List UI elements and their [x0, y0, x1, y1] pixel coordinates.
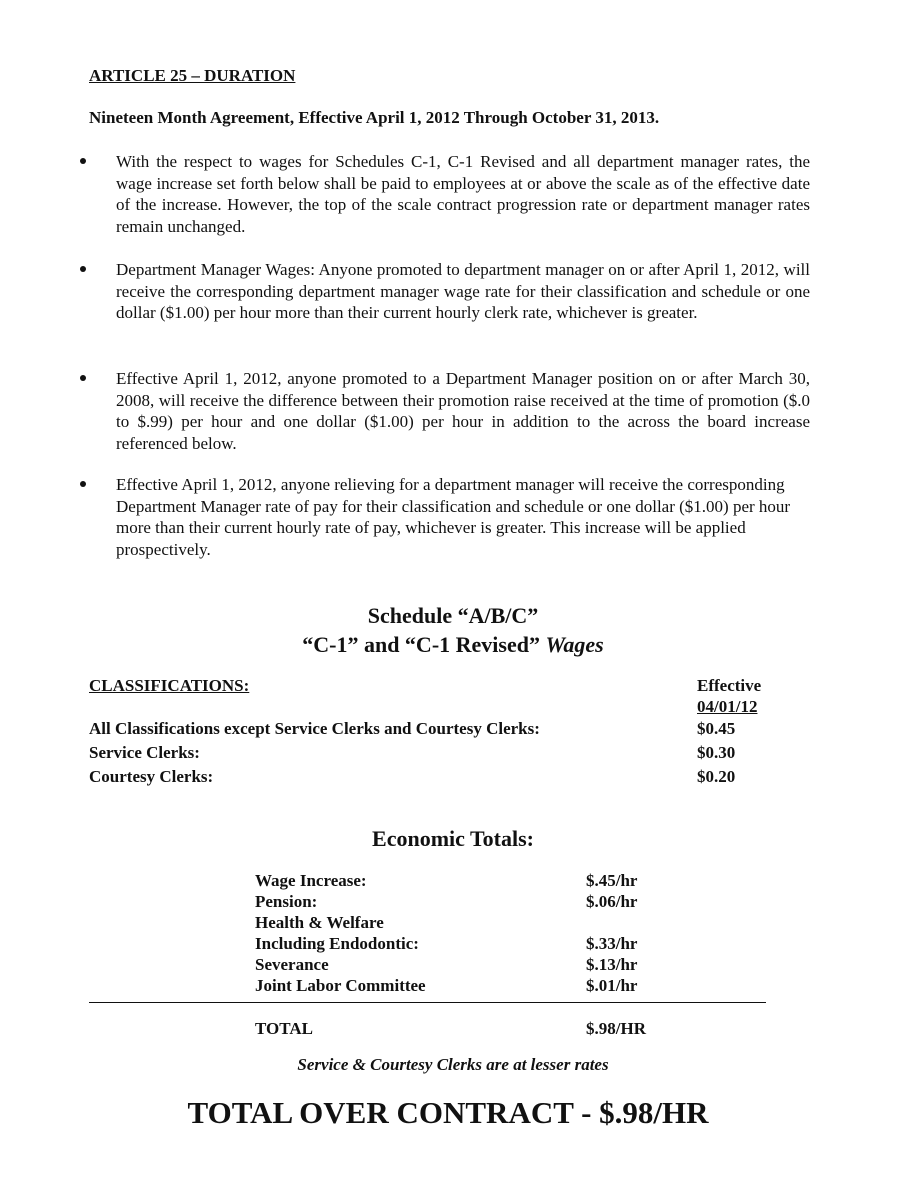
economic-total-value: $.98/HR	[586, 1019, 646, 1038]
economic-value: $.45/hr	[586, 871, 638, 890]
bullet-text: With the respect to wages for Schedules C-1, C-1 Revised and all department manager rates, the wage increase set forth below shall be paid to employees at or above the scale as of the effective date of the increase. However, the top of the scale contract progression rate or department manager rates remain unchanged.	[116, 152, 810, 236]
classification-value: $0.20	[697, 767, 736, 786]
article-heading: ARTICLE 25 – DURATION	[89, 66, 296, 85]
bullet-dot-icon	[80, 266, 86, 272]
bullet-item	[80, 474, 810, 560]
economic-label: Severance	[255, 955, 329, 974]
economic-label: Including Endodontic:	[255, 934, 419, 953]
economic-label: Wage Increase:	[255, 871, 367, 890]
economic-label: Health & Welfare	[255, 913, 384, 932]
bullet-dot-icon	[80, 158, 86, 164]
schedule-subtitle-italic: Wages	[545, 632, 604, 657]
bullet-dot-icon	[80, 375, 86, 381]
economic-value: $.13/hr	[586, 955, 638, 974]
schedule-subtitle-text: “C-1” and “C-1 Revised”	[302, 632, 546, 657]
classification-label: All Classifications except Service Clerks and Courtesy Clerks:	[89, 719, 540, 738]
effective-date: 04/01/12	[697, 697, 758, 716]
economic-value: $.01/hr	[586, 976, 638, 995]
grand-total: TOTAL OVER CONTRACT - $.98/HR	[187, 1095, 709, 1130]
bullet-text: Effective April 1, 2012, anyone promoted to a Department Manager position on or after March 30, 2008, will receive the difference between their promotion raise received at the time of promotion ($.0 to $.99) per hour and one dollar ($1.00) per hour in addition to the across the board increase referenced below.	[116, 369, 810, 453]
bullet-text: Effective April 1, 2012, anyone relieving for a department manager will receive the corresponding Department Manager rate of pay for their classification and schedule or one dollar ($1.00) per hour more than their current hourly rate of pay, whichever is greater. This increase will be applied prospectively.	[116, 475, 791, 559]
effective-label: Effective	[697, 676, 762, 695]
classifications-header: CLASSIFICATIONS:	[89, 676, 250, 695]
lesser-rates-note: Service & Courtesy Clerks are at lesser rates	[297, 1055, 609, 1074]
economic-value: $.33/hr	[586, 934, 638, 953]
bullet-text: Department Manager Wages: Anyone promoted to department manager on or after April 1, 2012, will receive the corresponding department manager wage rate for their classification and schedule or one dollar ($1.00) per hour more than their current hourly clerk rate, whichever is greater.	[116, 260, 810, 322]
economic-label: Pension:	[255, 892, 318, 911]
classification-label: Courtesy Clerks:	[89, 767, 214, 786]
classification-label: Service Clerks:	[89, 743, 200, 762]
schedule-subtitle	[0, 632, 906, 658]
bullet-item	[80, 259, 810, 324]
bullet-item	[80, 151, 810, 237]
classification-value: $0.45	[697, 719, 736, 738]
classification-value: $0.30	[697, 743, 736, 762]
divider-line	[89, 1002, 766, 1003]
economic-value: $.06/hr	[586, 892, 638, 911]
bullet-item	[80, 368, 810, 454]
bullet-dot-icon	[80, 481, 86, 487]
economic-total-label: TOTAL	[255, 1019, 313, 1038]
schedule-title: Schedule “A/B/C”	[367, 603, 539, 628]
economic-label: Joint Labor Committee	[255, 976, 426, 995]
economic-totals-title: Economic Totals:	[372, 826, 534, 851]
agreement-line: Nineteen Month Agreement, Effective April 1, 2012 Through October 31, 2013.	[89, 108, 660, 127]
